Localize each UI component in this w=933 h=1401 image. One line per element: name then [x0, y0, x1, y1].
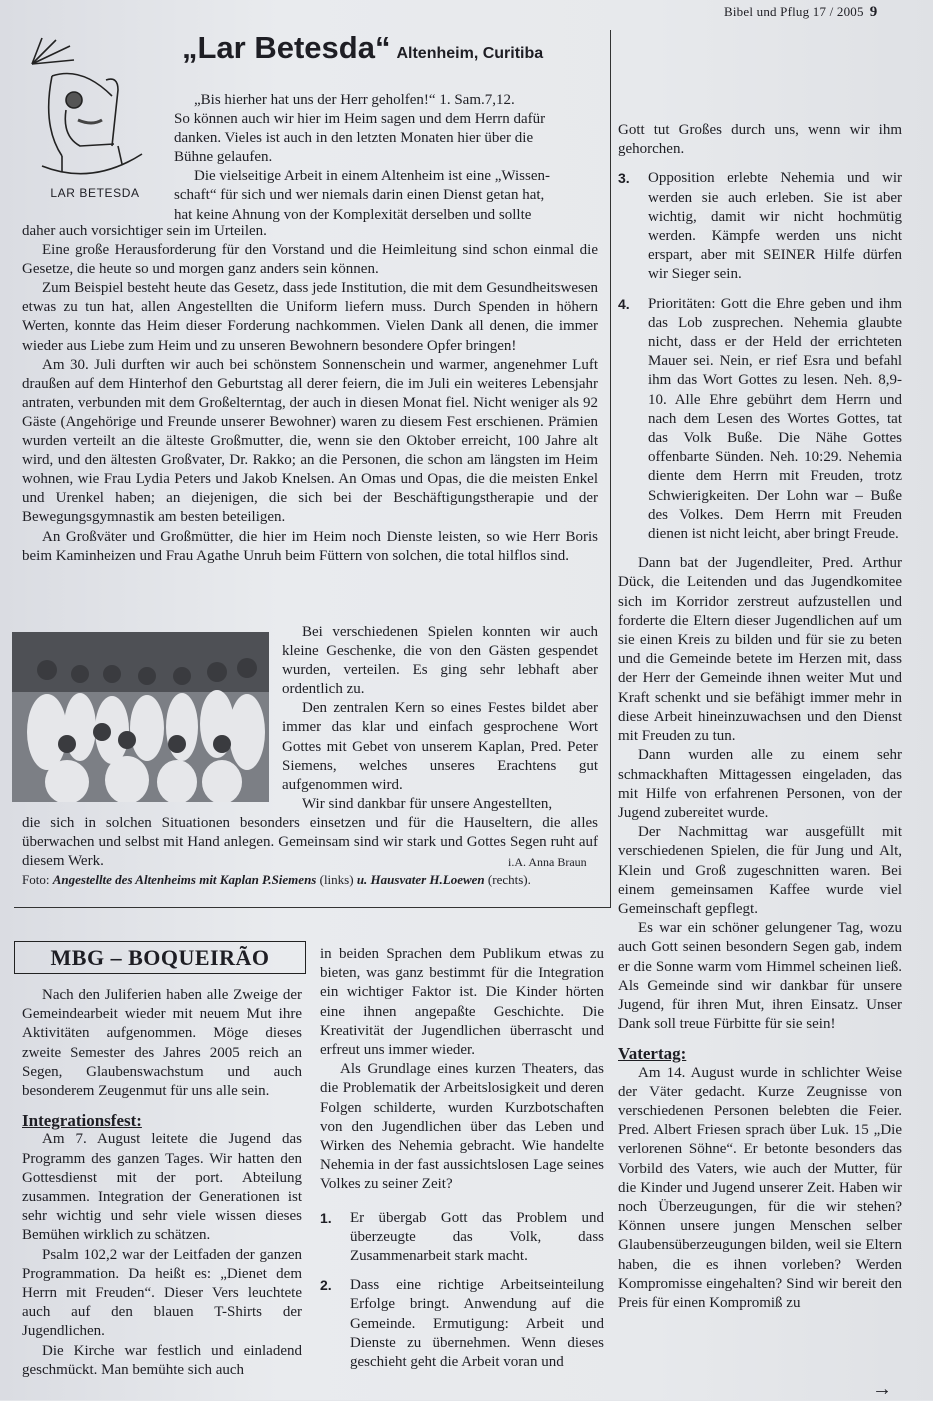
body-paragraph: Am 7. August leitete die Jugend das Programm des ganzen Tages. Wir hatten den Gottesdienst mit der port. Abteilung zusammen. Integration der Generationen ist sehr wichtig und sehr viele wissen dieses Bemühen wirklich zu schätzen.: [22, 1131, 302, 1244]
photo-caption: [22, 872, 612, 888]
point-1: [320, 1209, 604, 1267]
article-title: [182, 30, 543, 66]
page-number: 9: [869, 4, 878, 20]
body-paragraph: Den zentralen Kern so eines Festes bildet aber immer das klar und einfach gesprochene Wort Gottes mit Gebet von unserem Kaplan, Pred. Peter Siemens, welches unseres Erachtens gut aufgenommen wird.: [282, 700, 598, 793]
continue-arrow-icon: →: [872, 1378, 892, 1400]
intro-line: Bühne gelaufen.: [174, 149, 273, 166]
publication-name: Bibel und Pflug 17 / 2005: [724, 4, 864, 19]
body-paragraph: in beiden Sprachen dem Publikum etwas zu bieten, was ganz bestimmt für die Integration ein wichtiger Faktor ist. Die Kinder hörten eine ihnen angepaßte Geschichte. Die Kreativität der Jugendlichen überrascht und erfreut uns immer wieder.: [320, 946, 604, 1059]
body-paragraph: Dann wurden alle zu einem sehr schmackhaften Mittagessen eingeladen, das mit Hilfe von erfahrenen Personen, von der Jugend zubereitet wurde.: [618, 747, 902, 821]
caption-text: Angestellte des Altenheims mit Kaplan P.Siemens: [52, 872, 317, 887]
right-column: [618, 121, 902, 1313]
body-paragraph: Nach den Juliferien haben alle Zweige der Gemeindearbeit wieder mit neuem Mut ihre Aktivitäten aufgenommen. Möge dieses zweite Semester des Jahres 2005 reich an Segen, Glaubenswachstum und auch besonderem Zeugenmut für uns alle sein.: [22, 987, 302, 1100]
point-4: [618, 295, 902, 545]
body-paragraph: Dann bat der Jugendleiter, Pred. Arthur Dück, die Leitenden und das Jugendkomitee sich im Korridor zerstreut aufzustellen und forderte die Eltern dieser Jugendlichen auf um sie einen Kreis zu bilden und für sie zu beten und die Gemeinde betete im Herzen mit, dass der Herr der Gemeinde ihnen weiter Mut und Kraft schenkt und sie befähigt immer mehr in diese Arbeit hineinzuwachsen und den Dienst mit Freuden zu tun.: [618, 555, 902, 745]
intro-line: So können auch wir hier im Heim sagen und dem Herrn dafür: [174, 111, 546, 128]
caption-prefix: Foto:: [22, 872, 50, 887]
photo-side-text: [282, 623, 598, 814]
vatertag-heading: Vatertag:: [618, 1044, 687, 1064]
mbg-section-title: MBG – BOQUEIRÃO: [14, 941, 306, 974]
body-paragraph: Es war ein schöner gelungener Tag, wozu auch Gott seinen besondern Segen gab, indem er die Sonne warm vom Himmel scheinen ließ. Als Gemeinde sind wir dankbar für unsere Jugend, für ihren Mut, ihren Einsatz. Unser Dank soll treue Fürbitte für sie sein!: [618, 920, 902, 1033]
point-text: Dass eine richtige Arbeitseinteilung Erfolge bringt. Anwendung auf die Gemeinde. Ermutigung: Arbeit und Dienste zu übernehmen. Wenn dieses geschieht geht die Arbeit voran und: [350, 1277, 604, 1371]
intro-line: „Bis hierher hat uns der Herr geholfen!“ 1. Sam.7,12.: [194, 92, 515, 108]
body-paragraph: Eine große Herausforderung für den Vorstand und die Heimleitung sind schon einmal die Gesetze, die heute so und morgen ganz anders sein können.: [22, 242, 598, 278]
point-number: 4.: [618, 295, 630, 312]
caption-rechts: (rechts).: [487, 872, 531, 887]
intro-line: schaft“ für sich und wer niemals darin einen Dienst getan hat,: [174, 187, 545, 204]
body-paragraph: Die Kirche war festlich und einladend geschmückt. Man bemühte sich auch: [22, 1342, 302, 1378]
caption-mid: u. Hausvater H.Loewen: [356, 872, 485, 887]
article-body: [22, 222, 598, 566]
body-paragraph: Der Nachmittag war ausgefüllt mit verschiedenen Spielen, die für Jung und Alt, Klein und Groß zugeschnitten waren. Bei einem gemeinsamen Kaffee wurde viel Gemeinschaft gepflegt.: [618, 824, 902, 917]
point-2: [320, 1276, 604, 1372]
intro-line: hat keine Ahnung von der Komplexität derselben und sollte: [174, 206, 532, 223]
body-paragraph: Bei verschiedenen Spielen konnten wir auch kleine Geschenke, die von den Gästen gespendet wurden, verteilen. Es ging sehr lebhaft aber ordentlich zu.: [282, 624, 598, 698]
point-number: 3.: [618, 170, 630, 187]
body-paragraph: Als Grundlage eines kurzen Theaters, das die Problematik der Arbeitslosigkeit und deren Folgen schilderte, wurden Kurzbotschaften von den Jugendlichen über das Leben und Wirken des Nehemia gebracht. Wie handelte Nehemia in der fast aussichtslosen Lage seines Volkes zu seiner Zeit?: [320, 1061, 604, 1193]
intro-line: Die vielseitige Arbeit in einem Altenheim ist eine „Wissen-: [194, 168, 550, 185]
body-paragraph: Zum Beispiel besteht heute das Gesetz, dass jede Institution, die mit dem Gesundheitswesen etwas zu tun hat, allen Angestellten die Uniform liefern muss. Durch Spenden in höhern Werten, konnte das Heim dieser Forderung nachkommen. Vielen Dank all denen, die immer wieder aus Liebe zum Heim und zu unseren Bewohnern besondere Opfer bringen!: [22, 280, 598, 354]
title-subtitle: Altenheim, Curitiba: [396, 45, 544, 62]
body-paragraph: Am 30. Juli durften wir auch bei schönstem Sonnenschein und warmer, angenehmer Luft draußen auf dem Hinterhof den Geburtstag all derer feiern, die im Juli ein weiteres Lebensjahr antraten, verbunden mit dem Großelterntag, der auch in diesen Monat fiel. Nicht weniger als 92 Gäste (Angehörige und Freunde unserer Bewohner) waren zu diesem Fest erschienen. Prämien wurden verteilt an die älteste Großmutter, die, wenn sie den Oktober erreicht, 100 Jahre alt wird, und den ältesten Großvater, Dr. Rakko; an die Personen, die schon am längsten im Heim wohnen, wie Frau Lydia Peters und Jakob Knelsen. An Omas und Opas, die die meisten Enkel und Urenkel haben; an diejenigen, die sich bei der Beschäftigungstherapie und der Bewegungsgymnastik am besten beteiligen.: [22, 356, 598, 526]
mbg-middle-column: [320, 945, 604, 1372]
caption-links: (links): [319, 872, 354, 887]
point-number: 1.: [320, 1209, 332, 1226]
mbg-left-column: [22, 986, 302, 1380]
staff-group-photo: [12, 632, 269, 802]
body-paragraph: Gott tut Großes durch uns, wenn wir ihm gehorchen.: [618, 122, 902, 158]
rocking-chair-logo: [22, 36, 162, 206]
integrationsfest-heading: Integrationsfest:: [22, 1111, 142, 1131]
body-paragraph: die sich in solchen Situationen besonders einsetzen und für die Hauseltern, die alles überwachen und selbst mit Hand anlegen. Gemeinsam sind wir stark und Gottes Segen ruht auf diesem Werk.: [22, 815, 598, 870]
body-paragraph: daher auch vorsichtiger sein im Urteilen.: [22, 223, 267, 239]
point-3: [618, 169, 902, 284]
point-number: 2.: [320, 1277, 332, 1294]
point-text: Opposition erlebte Nehemia und wir werden sie auch erleben. Sie ist aber wichtig, damit wir nicht hochmütig werden. Kämpfe werden uns nicht erspart, aber mit SEINER Hilfe dürfen wir Sieger sein.: [648, 170, 902, 283]
intro-line: danken. Vieles ist auch in den letzten Monaten hier über die: [174, 130, 534, 147]
page-header: [724, 4, 877, 21]
point-text: Er übergab Gott das Problem und überzeugte das Volk, dass Zusammenarbeit stark macht.: [350, 1209, 604, 1265]
title-main: „Lar Betesda“: [182, 30, 391, 65]
logo-label: LAR BETESDA: [50, 186, 140, 200]
article-intro: [174, 91, 588, 225]
body-paragraph: An Großväter und Großmütter, die hier im Heim noch Dienste leisten, so wie Herr Boris beim Kaminheizen und Frau Agathe Unruh beim Füttern von solchen, die total hilflos sind.: [22, 528, 598, 564]
point-text: Prioritäten: Gott die Ehre geben und ihm das Lob zusprechen. Nehemia glaubte nicht, dass er der Held der errichteten Mauer sei. Nein, er rief Esra und befahl ihm das Wort Gottes zu lesen. Neh. 8,9-10. Alle Ehre gebührt dem Herrn und nach dem Lesen des Wortes Gottes, tat das Volk Buße. Die Nähe Gottes offenbarte Sünden. Neh. 10:29. Nehemia diente dem Herrn mit Freuden, trotz Schwierigkeiten. Der Lohn war – Buße des Volkes. Dem Herrn mit Freuden dienen ist nicht leicht, aber bringt Freude.: [648, 295, 902, 543]
body-paragraph: Am 14. August wurde in schlichter Weise der Väter gedacht. Kurze Zeugnisse von verschiedenen Personen belebten die Feier. Pred. Albert Friesen sprach über Luk. 15 „Die verlorenen Söhne“. Er betonte besonders das Vorbild des Vaters, wie auch der Mutter, für die Kinder und Jugend unserer Zeit. Haben wir noch Überzeugungen, für die wir stehen? Können unsere jungen Menschen selber Glaubensüberzeugungen bilden, weil sie Eltern haben, die es ihnen vorleben? Werden Kompromisse eingehalten? Sind wir bereit den Preis für einen Kompromiß zu: [618, 1064, 902, 1311]
body-paragraph: Psalm 102,2 war der Leitfaden der ganzen Programmation. Da heißt es: „Dienet dem Herrn mit Freuden“. Dieser Vers leuchtete auch auf den blauen T-Shirts der Jugendlichen.: [22, 1246, 302, 1340]
body-paragraph: Wir sind dankbar für unsere Angestellten,: [302, 795, 553, 812]
author-signature: i.A. Anna Braun: [508, 855, 587, 869]
